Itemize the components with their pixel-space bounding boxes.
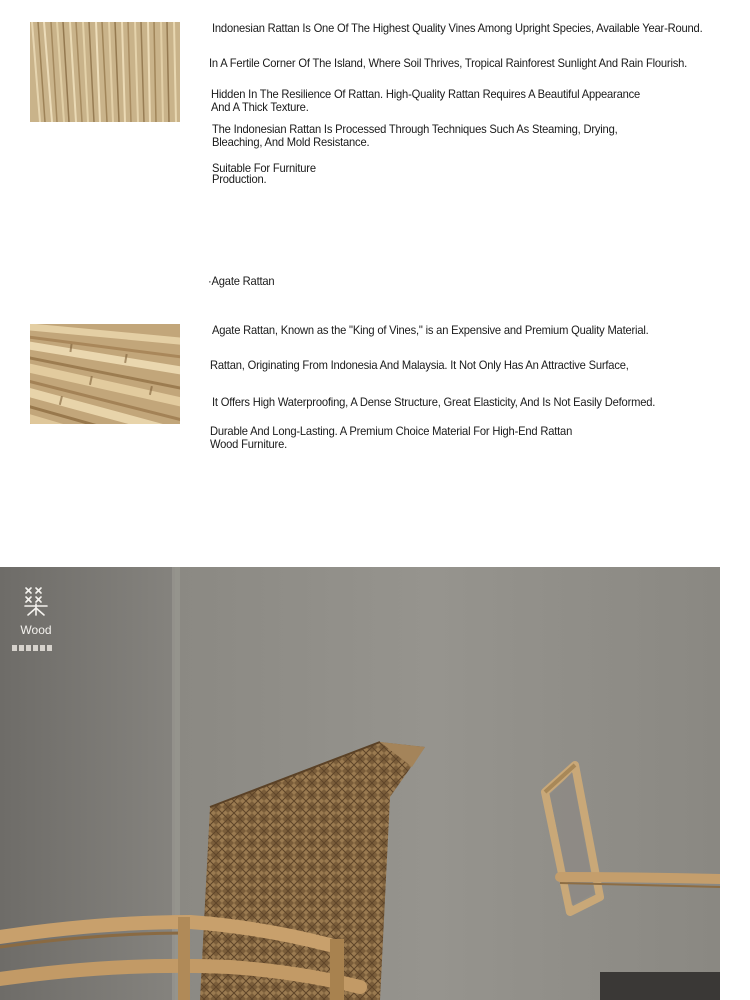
agate-text-line-3: It Offers High Waterproofing, A Dense Structure, Great Elasticity, And Is Not Easily Deformed. xyxy=(212,395,656,409)
logo-subtext-graphic xyxy=(12,643,54,653)
agate-text-line-1: Agate Rattan, Known as the "King of Vines," is an Expensive and Premium Quality Material. xyxy=(212,323,649,337)
agate-rattan-heading: ·Agate Rattan xyxy=(208,274,275,288)
indonesian-text-line-3: Hidden In The Resilience Of Rattan. High-Quality Rattan Requires A Beautiful Appearance xyxy=(211,87,641,101)
agate-text-line-4: Durable And Long-Lasting. A Premium Choice Material For High-End Rattan xyxy=(210,424,573,438)
indonesian-text-line-8: Production. xyxy=(212,172,267,186)
indonesian-text-line-7: Suitable For Furniture xyxy=(212,161,316,175)
rattan-chairs-photo xyxy=(0,567,720,1000)
indonesian-text-line-1: Indonesian Rattan Is One Of The Highest Quality Vines Among Upright Species, Available Year-Round. xyxy=(212,21,703,35)
agate-text-line-2: Rattan, Originating From Indonesia And Malaysia. It Not Only Has An Attractive Surface, xyxy=(210,358,629,372)
indonesian-text-line-4: And A Thick Texture. xyxy=(211,100,309,114)
agate-rattan-poles-graphic xyxy=(30,324,180,424)
rattan-strands-graphic xyxy=(30,22,180,122)
indonesian-text-line-2: In A Fertile Corner Of The Island, Where Soil Thrives, Tropical Rainforest Sunlight And Rain Flourish. xyxy=(209,56,688,70)
rattan-strands-image xyxy=(30,22,180,122)
indonesian-text-line-5: The Indonesian Rattan Is Processed Through Techniques Such As Steaming, Drying, xyxy=(212,122,618,136)
indonesian-text-line-6: Bleaching, And Mold Resistance. xyxy=(212,135,370,149)
brand-logo xyxy=(12,585,60,653)
agate-text-line-5: Wood Furniture. xyxy=(210,437,288,451)
agate-rattan-poles-image xyxy=(30,324,180,424)
rattan-chairs-graphic xyxy=(0,567,720,1000)
logo-wordmark: Wood xyxy=(20,623,52,637)
rattan-logo-mark-icon xyxy=(23,585,49,617)
